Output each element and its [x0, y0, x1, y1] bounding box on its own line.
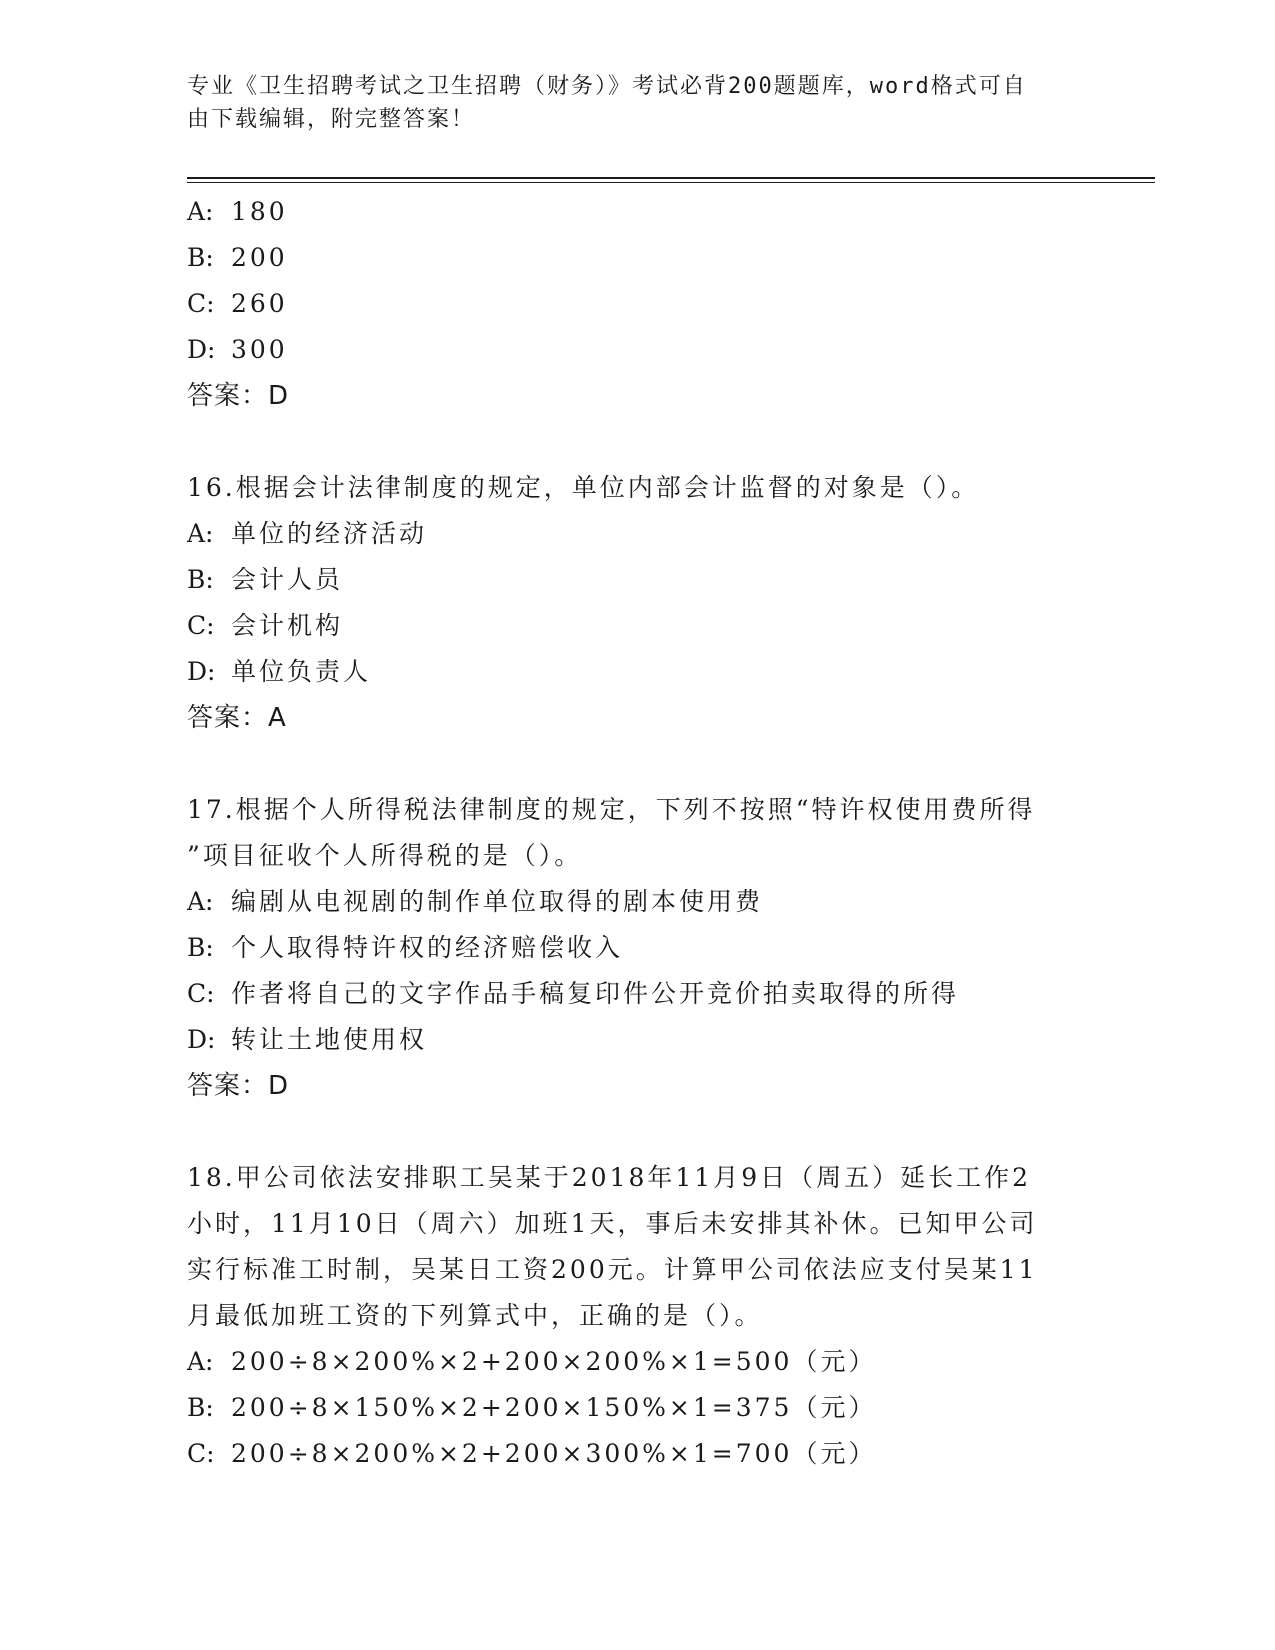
option-d: D: 单位负责人: [187, 657, 372, 686]
answer-line: 答案：D: [187, 1071, 290, 1101]
header-line-2: 由下载编辑，附完整答案！: [187, 107, 476, 132]
option-c: C: 会计机构: [187, 611, 344, 640]
option-a: A: 单位的经济活动: [187, 519, 428, 548]
option-d: D: 300: [187, 335, 288, 364]
header-divider-thin: [187, 182, 1155, 183]
option-d: D: 转让土地使用权: [187, 1025, 428, 1054]
answer-line: 答案：D: [187, 381, 290, 411]
spacer: [187, 741, 1087, 787]
question-stem-line-1: 18.甲公司依法安排职工吴某于2018年11月9日（周五）延长工作2: [187, 1163, 1032, 1192]
option-b: B: 200: [187, 243, 288, 272]
question-18: [187, 1155, 1087, 1477]
option-a: A: 200÷8×200%×2+200×200%×1=500（元）: [187, 1347, 877, 1376]
question-15-tail: [187, 189, 1087, 419]
spacer: [187, 419, 1087, 465]
header-line-1: 专业《卫生招聘考试之卫生招聘（财务）》考试必背200题题库，word格式可自: [187, 74, 1027, 99]
option-c: C: 200÷8×200%×2+200×300%×1=700（元）: [187, 1439, 877, 1468]
document-header: [187, 70, 1087, 136]
question-stem-line-4: 月最低加班工资的下列算式中，正确的是（）。: [187, 1301, 763, 1330]
question-17: [187, 787, 1087, 1109]
answer-line: 答案：A: [187, 703, 287, 733]
option-c: C: 作者将自己的文字作品手稿复印件公开竞价拍卖取得的所得: [187, 979, 960, 1008]
option-a: A: 180: [187, 197, 288, 226]
question-16: [187, 465, 1087, 741]
option-b: B: 200÷8×150%×2+200×150%×1=375（元）: [187, 1393, 877, 1422]
question-stem-line-1: 17.根据个人所得税法律制度的规定，下列不按照“特许权使用费所得: [187, 795, 1036, 824]
question-stem-line-3: 实行标准工时制，吴某日工资200元。计算甲公司依法应支付吴某11: [187, 1255, 1038, 1284]
question-stem: 16.根据会计法律制度的规定，单位内部会计监督的对象是（）。: [187, 473, 980, 502]
option-c: C: 260: [187, 289, 288, 318]
option-b: B: 个人取得特许权的经济赔偿收入: [187, 933, 624, 962]
option-a: A: 编剧从电视剧的制作单位取得的剧本使用费: [187, 887, 764, 916]
question-stem-line-2: ”项目征收个人所得税的是（）。: [187, 841, 583, 870]
question-list: [187, 189, 1087, 1477]
option-b: B: 会计人员: [187, 565, 344, 594]
header-divider-thick: [187, 177, 1155, 179]
question-stem-line-2: 小时，11月10日（周六）加班1天，事后未安排其补休。已知甲公司: [187, 1209, 1038, 1238]
spacer: [187, 1109, 1087, 1155]
